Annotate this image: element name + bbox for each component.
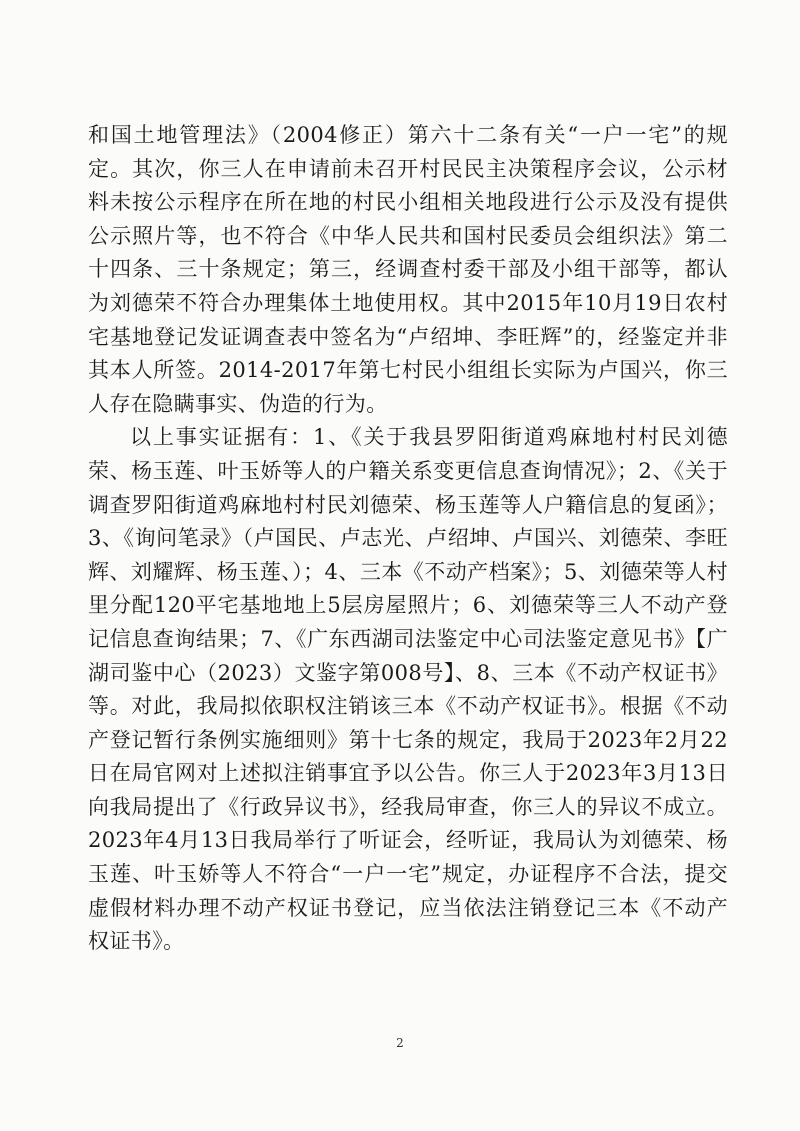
- document-body: [88, 119, 728, 959]
- paragraph-continuation: 和国土地管理法》（2004修正）第六十二条有关“一户一宅”的规定。其次，你三人在申请前未召开村民民主决策程序会议，公示材料未按公示程序在所在地的村民小组相关地段进行公示及没有提供公示照片等，也不符合《中华人民共和国村民委员会组织法》第二十四条、三十条规定；第三，经调查村委干部及小组干部等，都认为刘德荣不符合办理集体土地使用权。其中2015年10月19日农村宅基地登记发证调查表中签名为“卢绍坤、李旺辉”的，经鉴定并非其本人所签。2014-2017年第七村民小组组长实际为卢国兴，你三人存在隐瞒事实、伪造的行为。: [88, 123, 728, 416]
- paragraph-evidence: 以上事实证据有：1、《关于我县罗阳街道鸡麻地村村民刘德荣、杨玉莲、叶玉娇等人的户籍关系变更信息查询情况》；2、《关于调查罗阳街道鸡麻地村村民刘德荣、杨玉莲等人户籍信息的复函》；3、《询问笔录》（卢国民、卢志光、卢绍坤、卢国兴、刘德荣、李旺辉、刘耀辉、杨玉莲、）；4、三本《不动产档案》；5、刘德荣等人村里分配120平宅基地地上5层房屋照片；6、刘德荣等三人不动产登记信息查询结果；7、《广东西湖司法鉴定中心司法鉴定意见书》【广湖司鉴中心（2023）文鉴字第008号】、8、三本《不动产权证书》等。对此，我局拟依职权注销该三本《不动产权证书》。根据《不动产登记暂行条例实施细则》第十七条的规定，我局于2023年2月22日在局官网对上述拟注销事宜予以公告。你三人于2023年3月13日向我局提出了《行政异议书》，经我局审查，你三人的异议不成立。2023年4月13日我局举行了听证会，经听证，我局认为刘德荣、杨玉莲、叶玉娇等人不符合“一户一宅”规定，办证程序不合法，提交虚假材料办理不动产权证书登记，应当依法注销登记三本《不动产权证书》。: [88, 425, 728, 954]
- page-number: 2: [396, 1036, 404, 1050]
